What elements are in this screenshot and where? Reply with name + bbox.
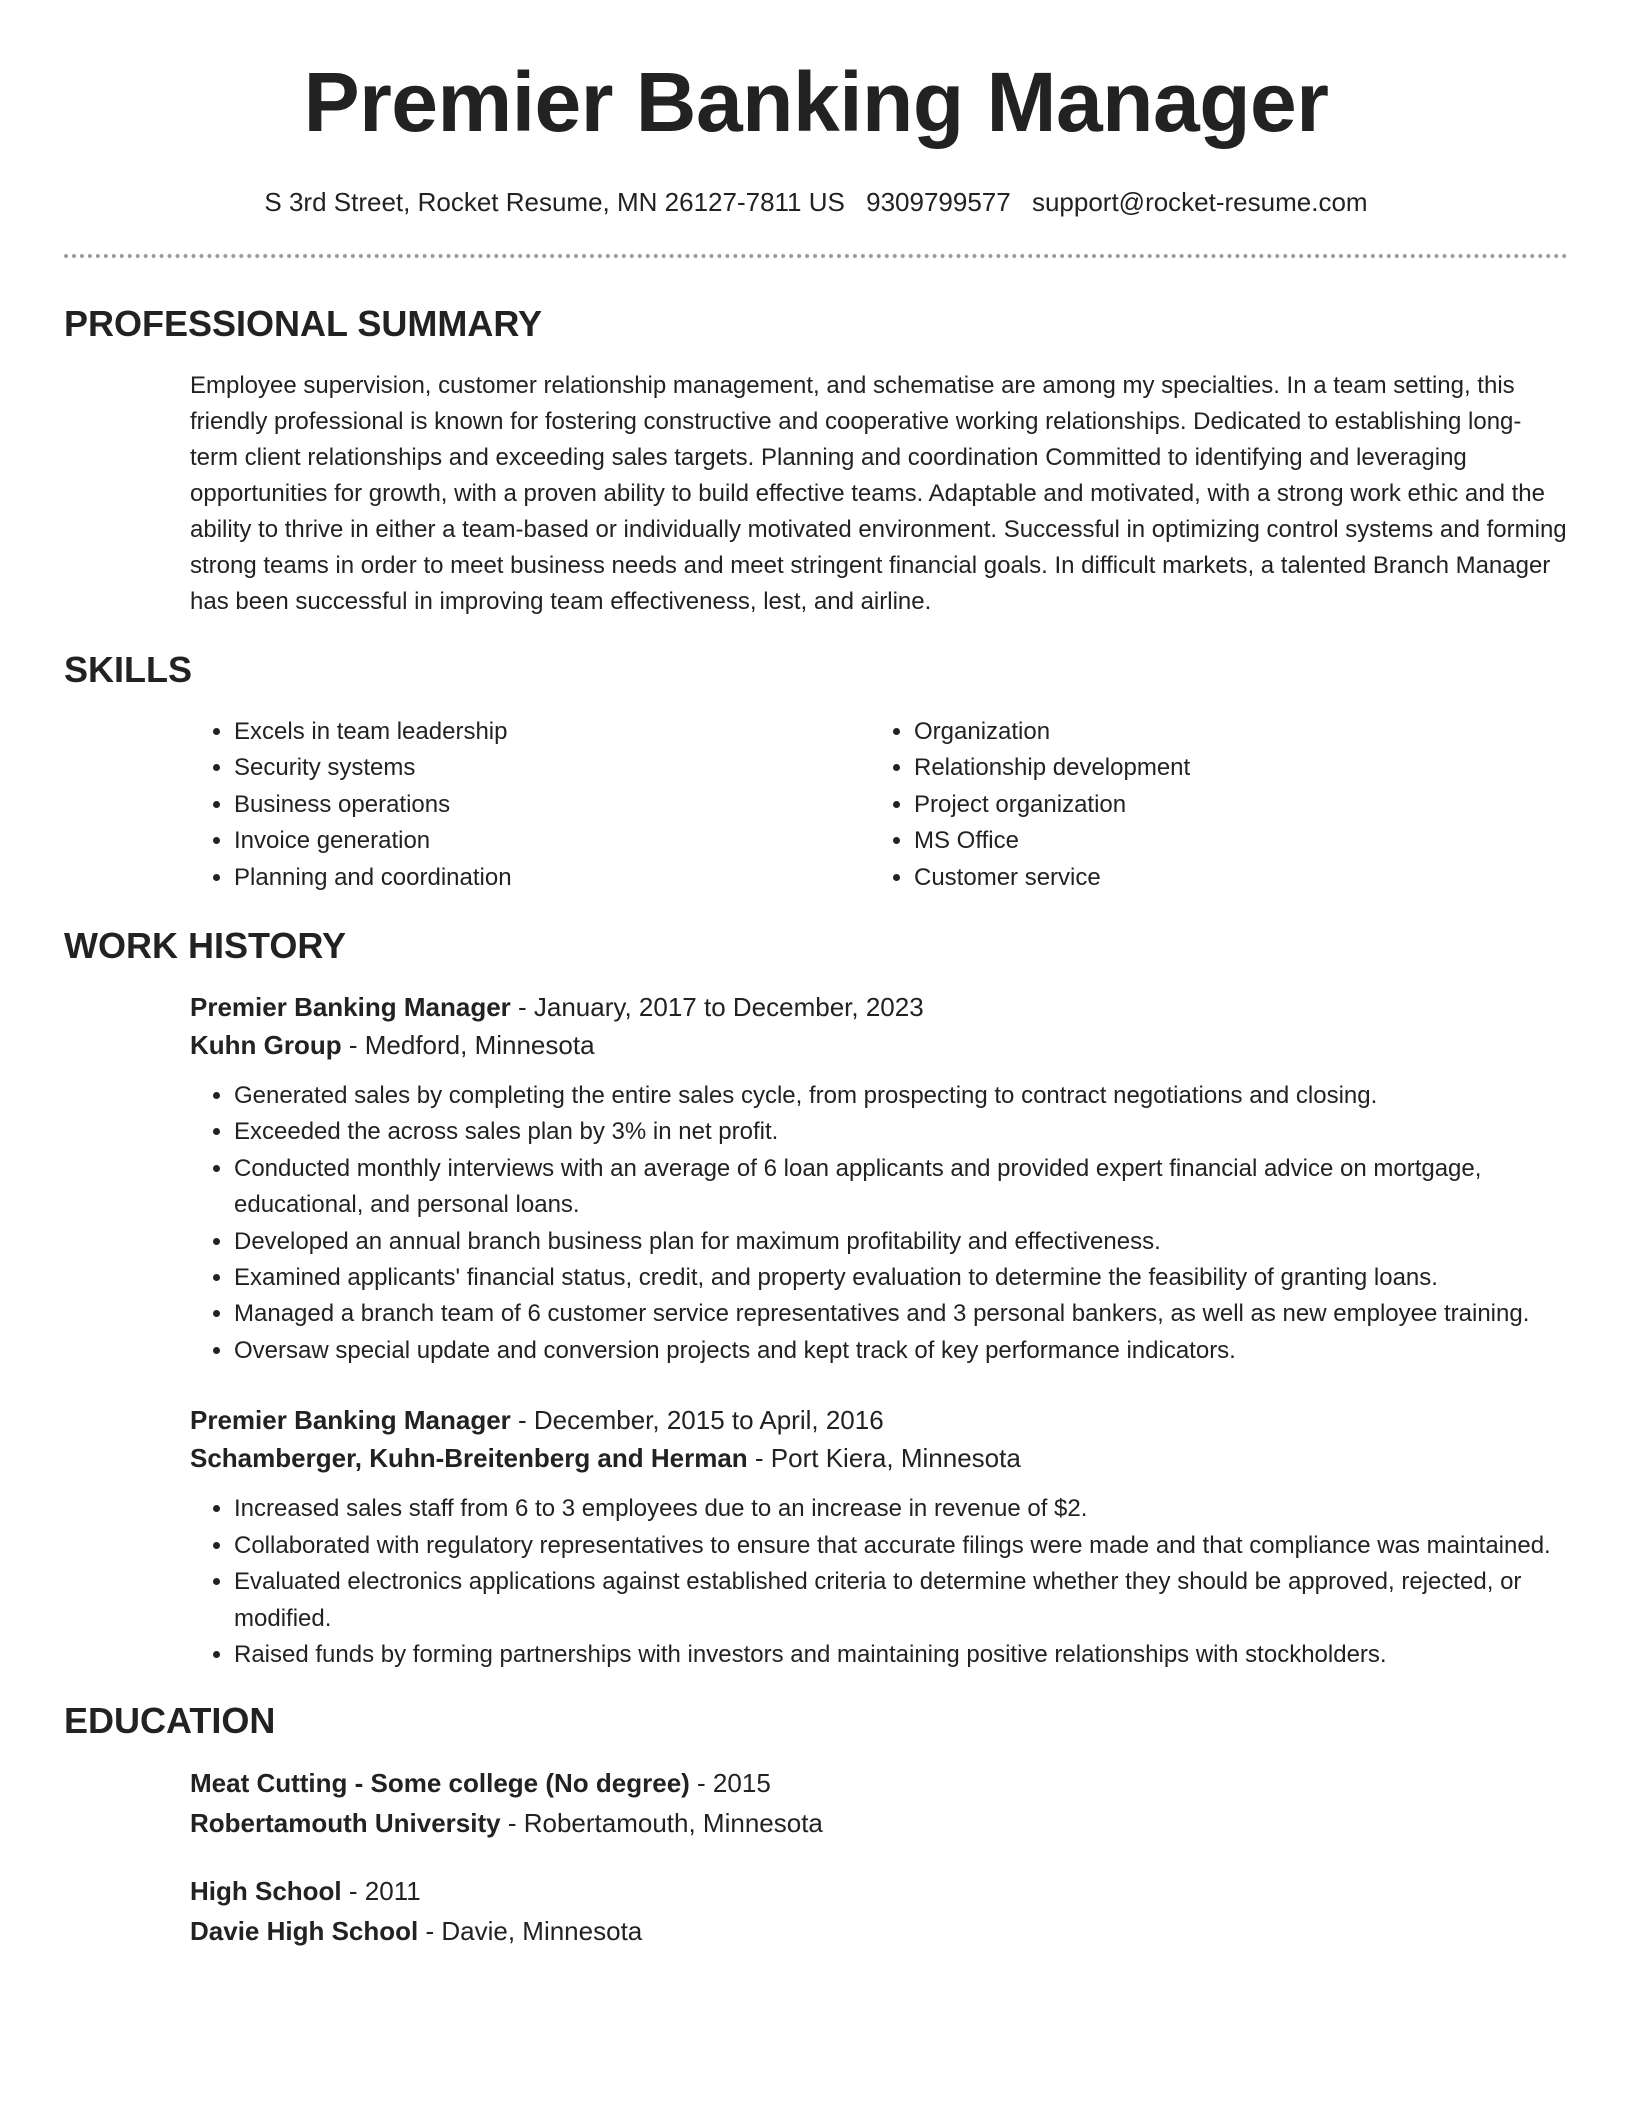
job-bullet: • Evaluated electronics applications against established criteria to determine whether they should be approved, rejected, or modified. — [234, 1564, 1568, 1637]
skill-item: • Planning and coordination — [234, 860, 870, 896]
job-bullet: • Oversaw special update and conversion projects and kept track of key performance indicators. — [234, 1333, 1568, 1369]
header-divider — [64, 254, 1568, 258]
contact-email: support@rocket-resume.com — [1031, 187, 1368, 217]
education-school-line — [190, 1803, 1568, 1843]
education-school: Davie High School — [190, 1916, 419, 1947]
job-location: - Medford, Minnesota — [341, 1030, 595, 1061]
job-entry — [190, 1401, 1568, 1673]
skill-item: • Customer service — [914, 860, 1550, 896]
skill-item: • MS Office — [914, 823, 1550, 859]
work-history-section — [64, 924, 1568, 1673]
skill-item: • Excels in team leadership — [234, 714, 870, 750]
education-school-line — [190, 1911, 1568, 1951]
candidate-name: Premier Banking Manager — [303, 55, 1329, 149]
job-dates: - January, 2017 to December, 2023 — [510, 992, 924, 1023]
education-year: - 2015 — [689, 1768, 771, 1799]
summary-section — [64, 302, 1568, 620]
job-title: Premier Banking Manager — [190, 992, 511, 1023]
job-bullet: • Collaborated with regulatory representatives to ensure that accurate filings were made and that compliance was maintained. — [234, 1528, 1568, 1564]
job-bullets — [190, 1491, 1568, 1673]
education-degree-line — [190, 1871, 1568, 1911]
job-bullets — [190, 1078, 1568, 1369]
skills-heading: SKILLS — [64, 649, 193, 690]
skills-section — [64, 648, 1568, 896]
education-section — [64, 1699, 1568, 1951]
job-company: Kuhn Group — [190, 1030, 342, 1061]
contact-line — [64, 186, 1568, 218]
job-company-line — [190, 1439, 1568, 1477]
job-entry — [190, 988, 1568, 1369]
summary-heading: PROFESSIONAL SUMMARY — [64, 303, 543, 344]
job-dates: - December, 2015 to April, 2016 — [510, 1405, 884, 1436]
job-bullet: • Generated sales by completing the entire sales cycle, from prospecting to contract negotiations and closing. — [234, 1078, 1568, 1114]
job-title-line — [190, 1401, 1568, 1439]
education-location: - Davie, Minnesota — [418, 1916, 643, 1947]
skill-item: • Organization — [914, 714, 1550, 750]
contact-address: S 3rd Street, Rocket Resume, MN 26127-7811 US — [264, 187, 845, 217]
skill-item: • Invoice generation — [234, 823, 870, 859]
skills-column-right — [870, 714, 1550, 896]
skill-item: • Security systems — [234, 750, 870, 786]
skill-item: • Project organization — [914, 787, 1550, 823]
job-title: Premier Banking Manager — [190, 1405, 511, 1436]
contact-phone: 9309799577 — [866, 187, 1011, 217]
education-degree: Meat Cutting - Some college (No degree) — [190, 1768, 690, 1799]
education-entry — [190, 1763, 1568, 1843]
job-bullet: • Conducted monthly interviews with an average of 6 loan applicants and provided expert financial advice on mortgage, educational, and personal loans. — [234, 1151, 1568, 1224]
skills-column-left — [190, 714, 870, 896]
work-history-heading: WORK HISTORY — [64, 925, 347, 967]
job-bullet: • Exceeded the across sales plan by 3% in net profit. — [234, 1114, 1568, 1150]
education-heading: EDUCATION — [64, 1700, 276, 1742]
job-title-line — [190, 988, 1568, 1026]
job-bullet: • Increased sales staff from 6 to 3 employees due to an increase in revenue of $2. — [234, 1491, 1568, 1527]
summary-text: Employee supervision, customer relationship management, and schematise are among my specialties. In a team setting, this friendly professional is known for fostering constructive and cooperative working relationships. Dedicated to establishing long-term client relationships and exceeding sales targets. Planning and coordination Committed to identifying and leveraging opportunities for growth, with a proven ability to build effective teams. Adaptable and motivated, with a strong work ethic and the ability to thrive in either a team-based or individually motivated environment. Successful in optimizing control systems and forming strong teams in order to meet business needs and meet stringent financial goals. In difficult markets, a talented Branch Manager has been successful in improving team effectiveness, lest, and airline. — [190, 372, 1567, 615]
job-bullet: • Examined applicants' financial status, credit, and property evaluation to determine the feasibility of granting loans. — [234, 1260, 1568, 1296]
job-bullet: • Managed a branch team of 6 customer service representatives and 3 personal bankers, as well as new employee training. — [234, 1296, 1568, 1332]
education-degree-line — [190, 1763, 1568, 1803]
skill-item: • Relationship development — [914, 750, 1550, 786]
education-year: - 2011 — [341, 1876, 421, 1907]
job-company-line — [190, 1026, 1568, 1064]
job-location: - Port Kiera, Minnesota — [747, 1443, 1021, 1474]
education-school: Robertamouth University — [190, 1808, 501, 1839]
job-bullet: • Developed an annual branch business plan for maximum profitability and effectiveness. — [234, 1224, 1568, 1260]
education-location: - Robertamouth, Minnesota — [500, 1808, 823, 1839]
skill-item: • Business operations — [234, 787, 870, 823]
job-bullet: • Raised funds by forming partnerships with investors and maintaining positive relationships with stockholders. — [234, 1637, 1568, 1673]
education-degree: High School — [190, 1876, 342, 1907]
skills-list — [190, 714, 1568, 896]
job-company: Schamberger, Kuhn-Breitenberg and Herman — [190, 1443, 748, 1474]
education-entry — [190, 1871, 1568, 1951]
